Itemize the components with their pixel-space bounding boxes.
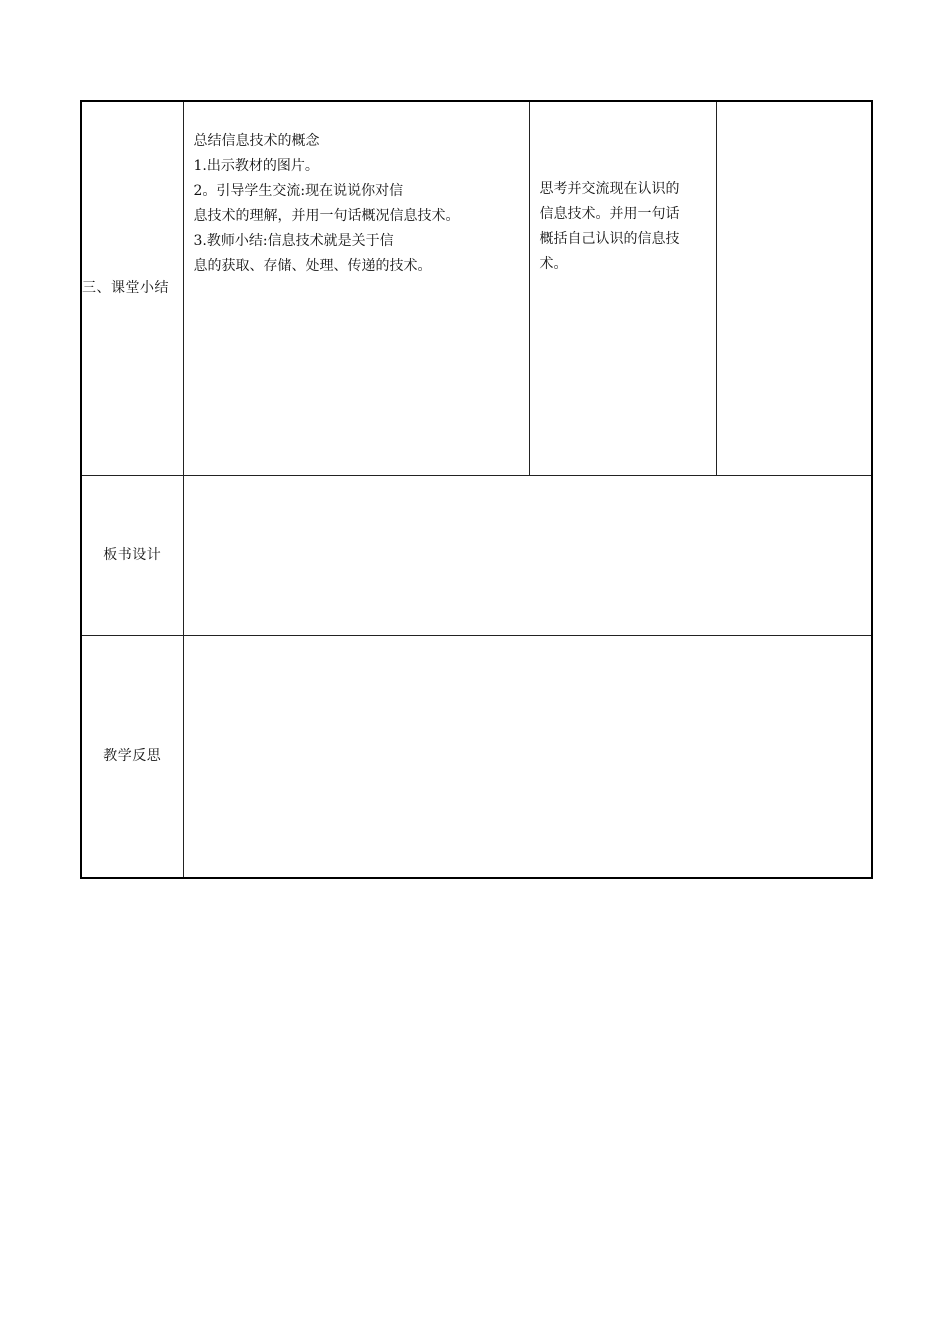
board-design-label: 板书设计: [103, 546, 162, 563]
student-line: 术。: [539, 256, 568, 272]
student-activity-cell: [529, 101, 716, 475]
board-design-content-cell: [183, 475, 872, 635]
student-line: 概括自己认识的信息技: [539, 231, 680, 247]
teacher-line: 2。引导学生交流:现在说说你对信: [193, 183, 404, 199]
teacher-line: 1.出示教材的图片。: [193, 158, 319, 174]
summary-label-cell: [81, 101, 183, 475]
teaching-reflection-row: [81, 635, 872, 878]
teaching-reflection-content-cell: [183, 635, 872, 878]
teacher-line: 总结信息技术的概念: [193, 133, 320, 149]
teacher-line: 息技术的理解，并用一句话概况信息技术。: [193, 208, 460, 224]
teacher-line: 息的获取、存储、处理、传递的技术。: [193, 258, 432, 274]
teacher-activity-cell: [183, 101, 529, 475]
board-design-label-cell: [81, 475, 183, 635]
summary-row: [81, 101, 872, 475]
student-activity-text: [530, 102, 716, 277]
teaching-reflection-label: 教学反思: [103, 747, 162, 764]
student-line: 思考并交流现在认识的: [539, 181, 680, 197]
teacher-activity-text: [184, 102, 529, 279]
lesson-plan-table: [80, 100, 873, 879]
teacher-line: 3.教师小结:信息技术就是关于信: [193, 233, 394, 249]
teaching-reflection-label-cell: [81, 635, 183, 878]
student-line: 信息技术。并用一句话: [539, 206, 680, 222]
board-design-row: [81, 475, 872, 635]
notes-cell: [716, 101, 872, 475]
summary-label: 三、课堂小结: [82, 279, 169, 296]
